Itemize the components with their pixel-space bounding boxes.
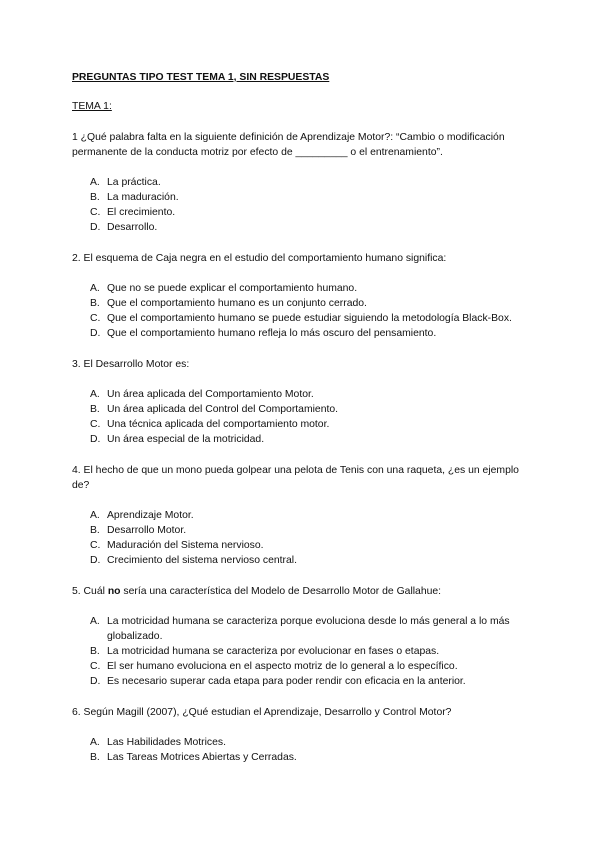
- options-list: [72, 387, 528, 447]
- option-item: [90, 190, 528, 205]
- option-text: La motricidad humana se caracteriza porque evoluciona desde lo más general a lo más globalizado.: [107, 616, 510, 642]
- option-letter: A.: [90, 283, 100, 294]
- option-letter: C.: [90, 419, 101, 430]
- option-text: Que el comportamiento humano se puede estudiar siguiendo la metodología Black-Box.: [107, 313, 512, 324]
- question-stem: 4. El hecho de que un mono pueda golpear una pelota de Tenis con una raqueta, ¿es un ejemplo de?: [72, 465, 519, 491]
- options-list: [72, 175, 528, 235]
- question-6: [72, 705, 528, 765]
- question-4: [72, 463, 528, 568]
- option-text: El crecimiento.: [107, 207, 176, 218]
- stem-emphasis: no: [107, 586, 121, 597]
- options-list: [72, 281, 528, 341]
- option-text: Que el comportamiento humano es un conjunto cerrado.: [107, 298, 367, 309]
- option-text: Desarrollo.: [107, 222, 158, 233]
- option-item: [90, 432, 528, 447]
- option-item: [90, 523, 528, 538]
- question-5: [72, 584, 528, 689]
- options-list: [72, 508, 528, 568]
- option-letter: A.: [90, 616, 100, 627]
- options-list: [72, 614, 528, 689]
- option-text: Las Tareas Motrices Abiertas y Cerradas.: [107, 752, 297, 763]
- option-text: La maduración.: [107, 192, 179, 203]
- option-item: [90, 538, 528, 553]
- option-letter: A.: [90, 177, 100, 188]
- question-2: [72, 251, 528, 341]
- option-letter: B.: [90, 298, 100, 309]
- option-text: El ser humano evoluciona en el aspecto motriz de lo general a lo específico.: [107, 661, 458, 672]
- option-item: [90, 205, 528, 220]
- question-stem: 1 ¿Qué palabra falta en la siguiente definición de Aprendizaje Motor?: “Cambio o modificación permanente de la conducta motriz por efecto de _________ o el entrenamiento”.: [72, 132, 505, 158]
- option-letter: B.: [90, 752, 100, 763]
- option-letter: A.: [90, 737, 100, 748]
- option-item: [90, 553, 528, 568]
- option-item: [90, 614, 528, 644]
- option-item: [90, 402, 528, 417]
- option-letter: D.: [90, 222, 101, 233]
- option-text: La práctica.: [107, 177, 161, 188]
- question-stem: 6. Según Magill (2007), ¿Qué estudian el Aprendizaje, Desarrollo y Control Motor?: [72, 707, 452, 718]
- question-1: [72, 130, 528, 235]
- option-text: Desarrollo Motor.: [107, 525, 187, 536]
- option-letter: A.: [90, 510, 100, 521]
- option-item: [90, 508, 528, 523]
- options-list: [72, 735, 528, 765]
- option-text: Crecimiento del sistema nervioso central.: [107, 555, 297, 566]
- option-letter: B.: [90, 525, 100, 536]
- option-text: Las Habilidades Motrices.: [107, 737, 226, 748]
- option-text: Es necesario superar cada etapa para poder rendir con eficacia en la anterior.: [107, 676, 466, 687]
- option-item: [90, 175, 528, 190]
- option-letter: C.: [90, 661, 101, 672]
- option-item: [90, 281, 528, 296]
- document-heading: PREGUNTAS TIPO TEST TEMA 1, SIN RESPUESTAS: [72, 72, 330, 83]
- option-item: [90, 659, 528, 674]
- option-text: Una técnica aplicada del comportamiento motor.: [107, 419, 330, 430]
- option-text: Un área aplicada del Control del Comportamiento.: [107, 404, 339, 415]
- section-title: TEMA 1:: [72, 101, 112, 112]
- option-letter: D.: [90, 434, 101, 445]
- option-item: [90, 674, 528, 689]
- option-item: [90, 296, 528, 311]
- option-text: La motricidad humana se caracteriza por evolucionar en fases o etapas.: [107, 646, 440, 657]
- option-item: [90, 326, 528, 341]
- question-stem: 3. El Desarrollo Motor es:: [72, 359, 190, 370]
- option-letter: C.: [90, 207, 101, 218]
- option-letter: D.: [90, 328, 101, 339]
- option-text: Un área aplicada del Comportamiento Motor.: [107, 389, 314, 400]
- option-item: [90, 417, 528, 432]
- question-stem: 2. El esquema de Caja negra en el estudio del comportamiento humano significa:: [72, 253, 447, 264]
- stem-text: sería una característica del Modelo de Desarrollo Motor de Gallahue:: [120, 586, 442, 597]
- option-letter: D.: [90, 676, 101, 687]
- option-item: [90, 750, 528, 765]
- option-letter: C.: [90, 540, 101, 551]
- option-item: [90, 735, 528, 750]
- option-letter: C.: [90, 313, 101, 324]
- option-item: [90, 220, 528, 235]
- option-item: [90, 387, 528, 402]
- option-text: Un área especial de la motricidad.: [107, 434, 265, 445]
- option-letter: D.: [90, 555, 101, 566]
- option-letter: A.: [90, 389, 100, 400]
- option-text: Que el comportamiento humano refleja lo más oscuro del pensamiento.: [107, 328, 437, 339]
- option-item: [90, 311, 528, 326]
- document-page: [72, 70, 528, 765]
- stem-text: 5. Cuál: [72, 586, 108, 597]
- option-letter: B.: [90, 404, 100, 415]
- option-letter: B.: [90, 646, 100, 657]
- question-3: [72, 357, 528, 447]
- option-text: Que no se puede explicar el comportamiento humano.: [107, 283, 358, 294]
- option-letter: B.: [90, 192, 100, 203]
- option-item: [90, 644, 528, 659]
- option-text: Aprendizaje Motor.: [107, 510, 194, 521]
- option-text: Maduración del Sistema nervioso.: [107, 540, 264, 551]
- question-stem: [72, 584, 528, 599]
